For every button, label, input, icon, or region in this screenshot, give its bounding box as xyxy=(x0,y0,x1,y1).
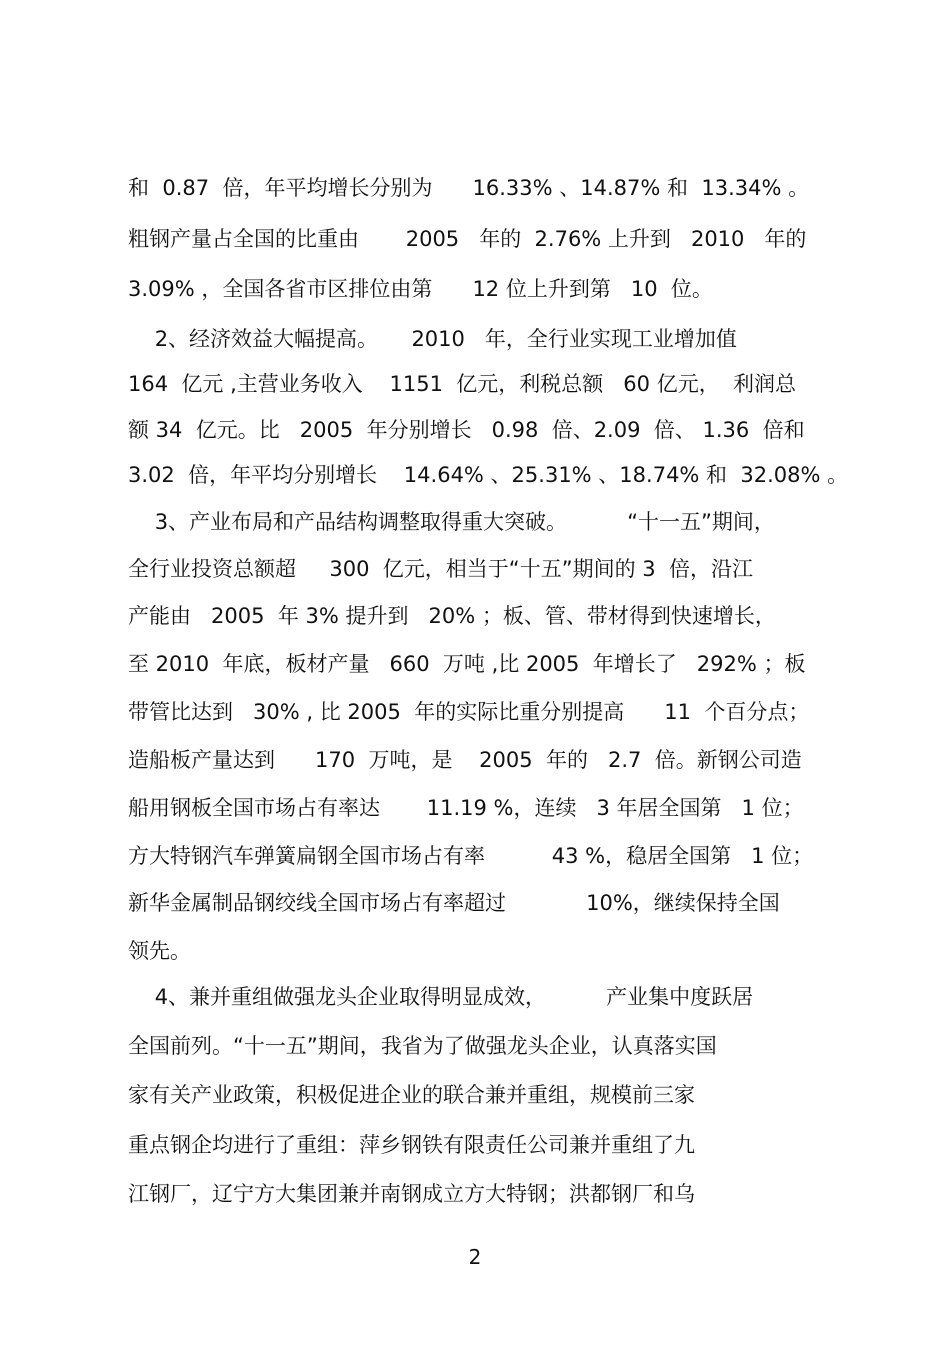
text-line: 额 34 亿元。比 2005 年分别增长 0.98 倍、2.09 倍、 1.36 倍和 xyxy=(128,418,805,442)
page-number: 2 xyxy=(468,1245,482,1269)
text-line: 全国前列。“十一五”期间，我省为了做强龙头企业，认真落实国 xyxy=(128,1034,717,1058)
text-line: 2、经济效益大幅提高。 2010 年，全行业实现工业增加值 xyxy=(128,327,737,351)
text-line: 和 0.87 倍，年平均增长分别为 16.33% 、14.87% 和 13.34% 。 xyxy=(128,176,810,200)
text-line: 至 2010 年底，板材产量 660 万吨 ,比 2005 年增长了 292% ；板 xyxy=(128,652,806,676)
text-line: 3.09% ，全国各省市区排位由第 12 位上升到第 10 位。 xyxy=(128,277,713,301)
text-line: 产能由 2005 年 3% 提升到 20% ；板、管、带材得到快速增长， xyxy=(128,604,776,628)
text-line: 重点钢企均进行了重组：萍乡钢铁有限责任公司兼并重组了九 xyxy=(128,1133,695,1157)
text-line: 粗钢产量占全国的比重由 2005 年的 2.76% 上升到 2010 年的 xyxy=(128,227,807,251)
text-line: 3.02 倍，年平均分别增长 14.64% 、25.31% 、18.74% 和 32.08% 。 xyxy=(128,463,849,487)
text-line: 3、产业布局和产品结构调整取得重大突破。 “十一五”期间， xyxy=(128,510,775,534)
text-line: 方大特钢汽车弹簧扁钢全国市场占有率 43 %，稳居全国第 1 位； xyxy=(128,844,814,868)
text-line: 新华金属制品钢绞线全国市场占有率超过 10%，继续保持全国 xyxy=(128,891,780,915)
text-line: 164 亿元 ,主营业务收入 1151 亿元，利税总额 60 亿元， 利润总 xyxy=(128,372,797,396)
text-line: 领先。 xyxy=(128,939,191,963)
text-line: 造船板产量达到 170 万吨，是 2005 年的 2.7 倍。新钢公司造 xyxy=(128,748,802,772)
text-line: 4、兼并重组做强龙头企业取得明显成效， 产业集中度跃居 xyxy=(128,985,754,1009)
text-line: 家有关产业政策，积极促进企业的联合兼并重组，规模前三家 xyxy=(128,1083,695,1107)
text-line: 船用钢板全国市场占有率达 11.19 %，连续 3 年居全国第 1 位； xyxy=(128,796,804,820)
text-line: 带管比达到 30% , 比 2005 年的实际比重分别提高 11 个百分点； xyxy=(128,700,810,724)
text-line: 江钢厂，辽宁方大集团兼并南钢成立方大特钢；洪都钢厂和乌 xyxy=(128,1182,695,1206)
text-line: 全行业投资总额超 300 亿元，相当于“十五”期间的 3 倍，沿江 xyxy=(128,557,753,581)
